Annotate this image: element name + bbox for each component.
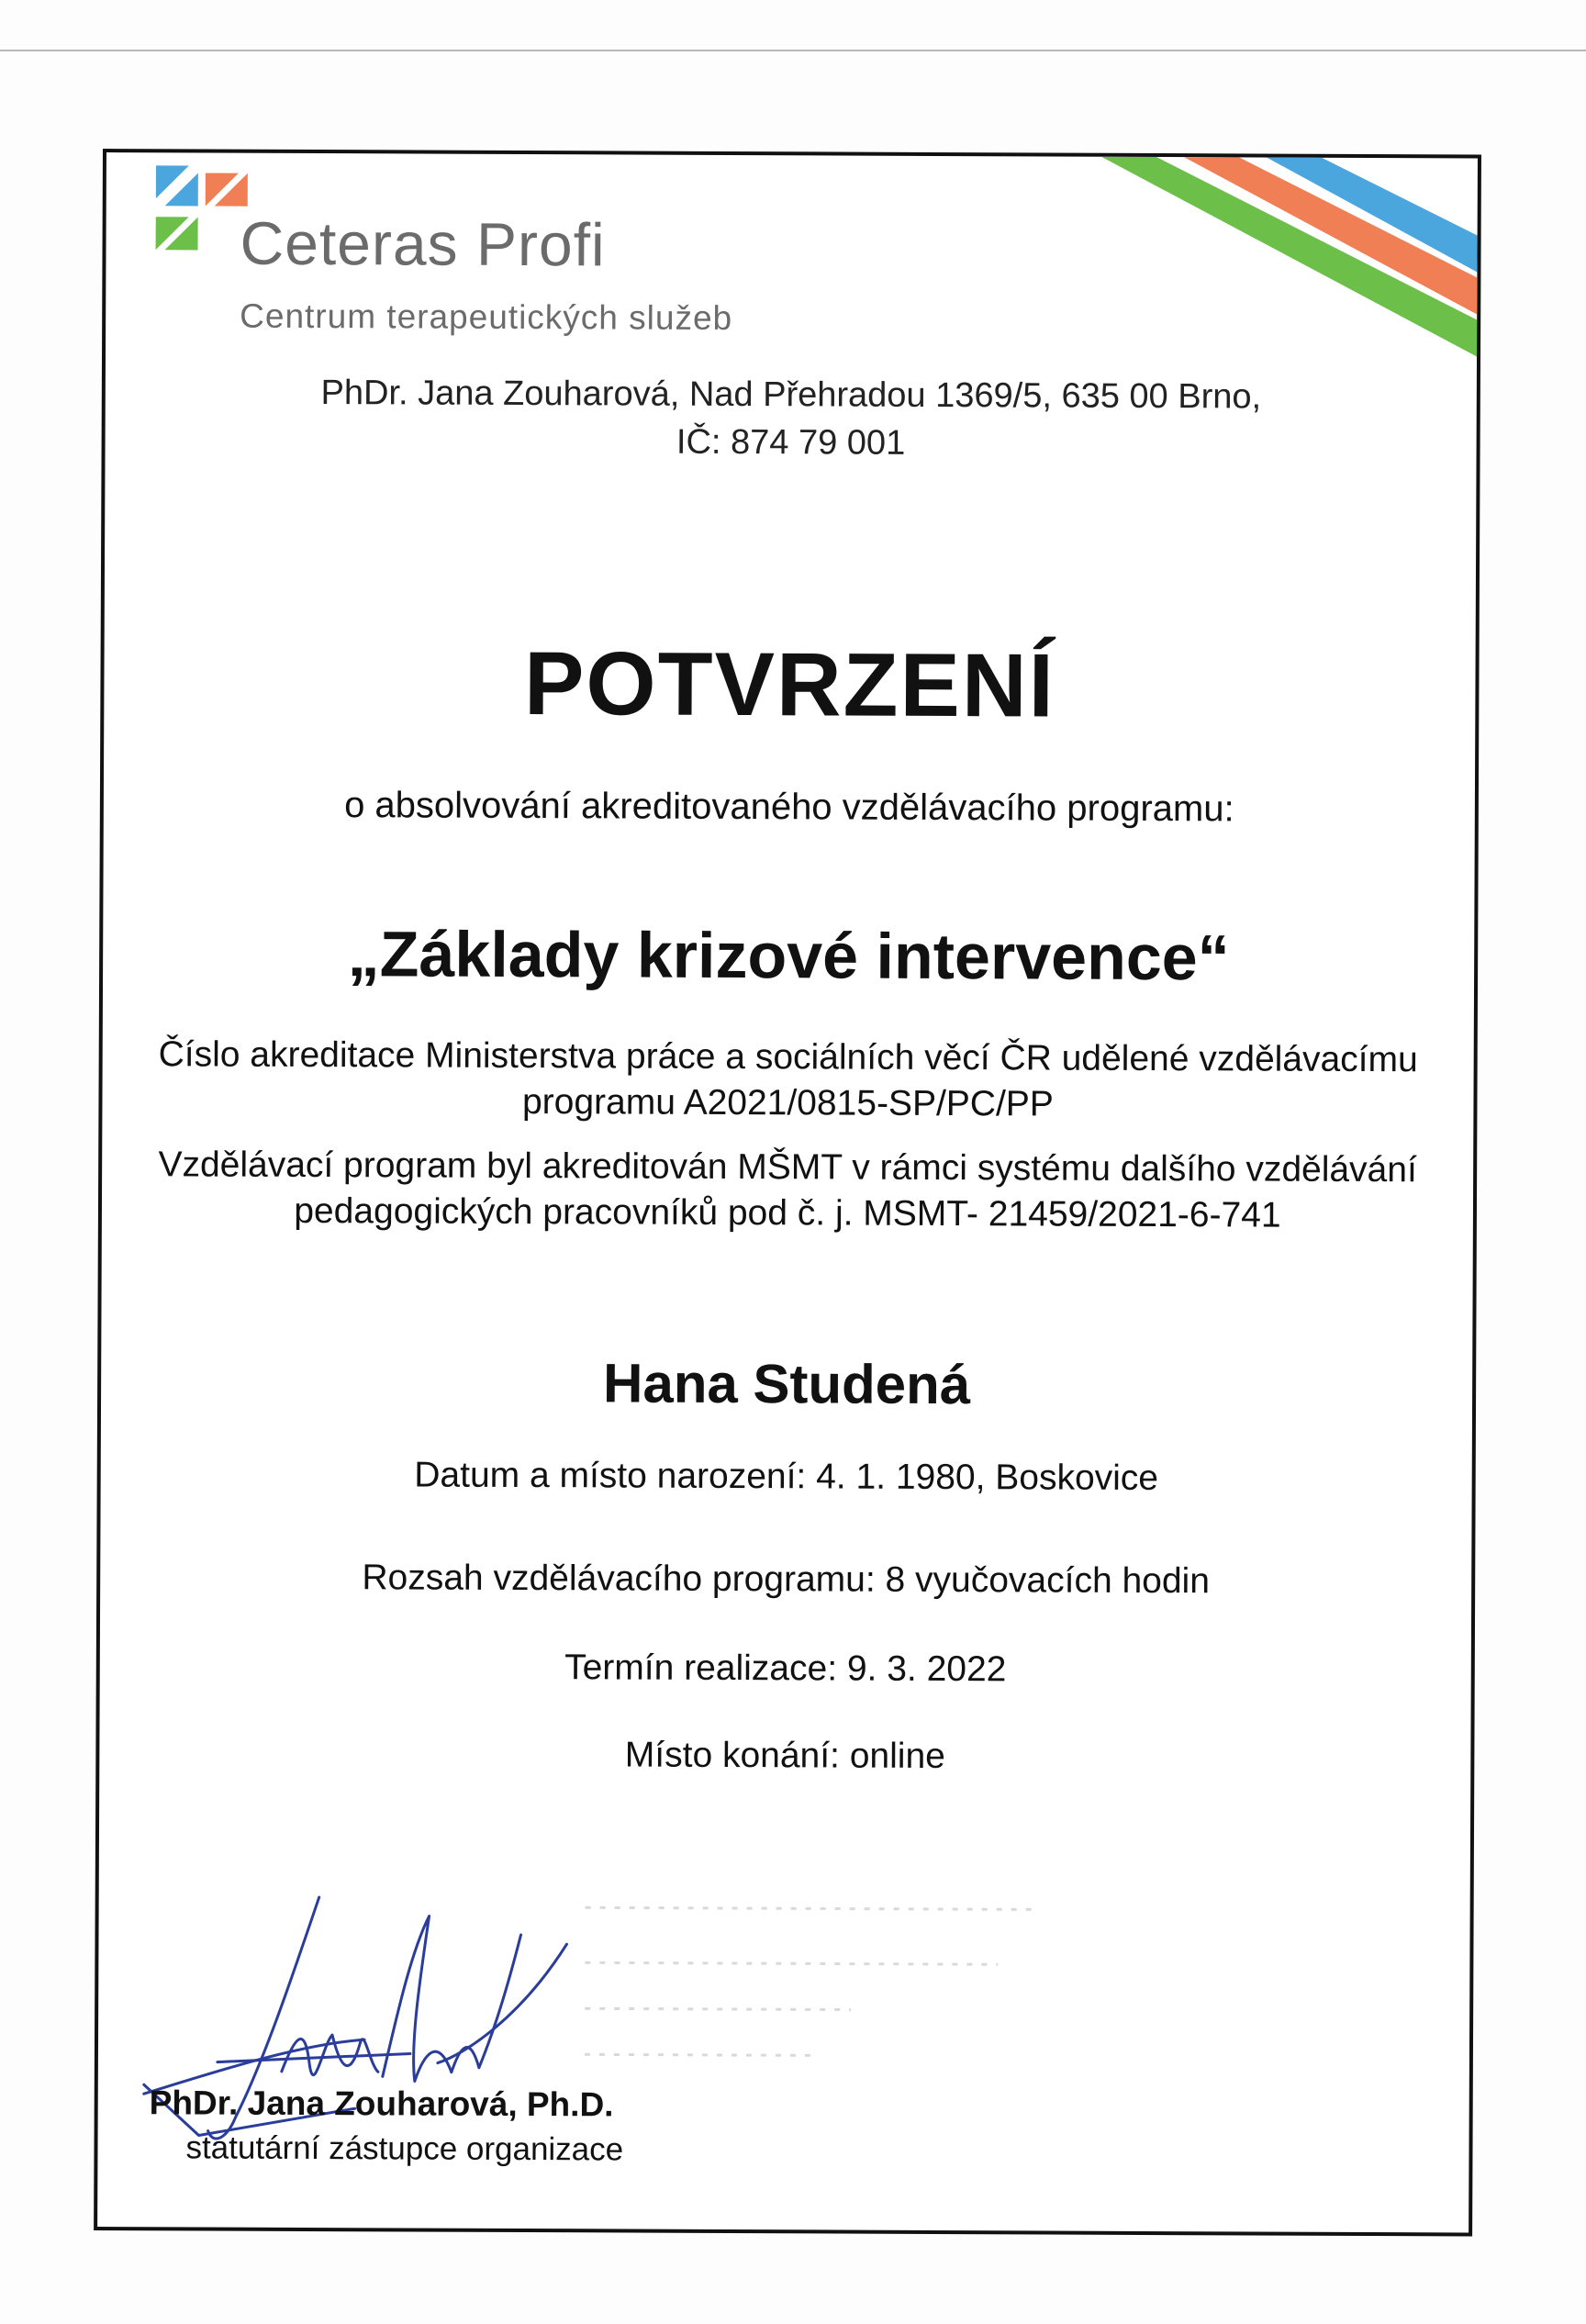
company-tagline: Centrum terapeutických služeb — [240, 296, 733, 337]
accreditation-line: programu A2021/0815-SP/PC/PP — [521, 1082, 1054, 1124]
birth-info: Datum a místo narození: 4. 1. 1980, Boskovice — [414, 1455, 1159, 1499]
organization-address: PhDr. Jana Zouharová, Nad Přehradou 1369/5, 635 00 Brno, — [320, 374, 1262, 417]
company-name: Ceteras Profi — [240, 208, 606, 279]
logo-icon — [155, 165, 249, 259]
certificate-title: POTVRZENÍ — [523, 632, 1056, 736]
program-name: „Základy krizové intervence“ — [347, 918, 1230, 994]
signer-name: PhDr. Jana Zouharová, Ph.D. — [149, 2084, 614, 2124]
program-scope: Rozsah vzdělávacího programu: 8 vyučovacích hodin — [362, 1558, 1211, 1602]
msmt-line: pedagogických pracovníků pod č. j. MSMT- 21459/2021-6-741 — [294, 1190, 1281, 1235]
accreditation-text — [102, 1032, 1473, 1130]
scan-edge-line — [0, 50, 1586, 51]
accreditation-line: Číslo akreditace Ministerstva práce a sociálních věcí ČR udělené vzdělávacímu — [158, 1034, 1418, 1080]
organization-ico: IČ: 874 79 001 — [676, 422, 906, 463]
msmt-line: Vzdělávací program byl akreditován MŠMT v rámci systému dalšího vzdělávání — [158, 1145, 1417, 1190]
certificate-subtitle: o absolvování akreditovaného vzdělávacího programu: — [344, 785, 1234, 830]
program-term: Termín realizace: 9. 3. 2022 — [564, 1648, 1007, 1690]
msmt-text — [102, 1142, 1473, 1240]
certificate-frame — [94, 149, 1481, 2237]
signer-role: statutární zástupce organizace — [185, 2129, 624, 2168]
program-place: Místo konání: online — [624, 1735, 945, 1777]
participant-name: Hana Studená — [602, 1352, 971, 1416]
